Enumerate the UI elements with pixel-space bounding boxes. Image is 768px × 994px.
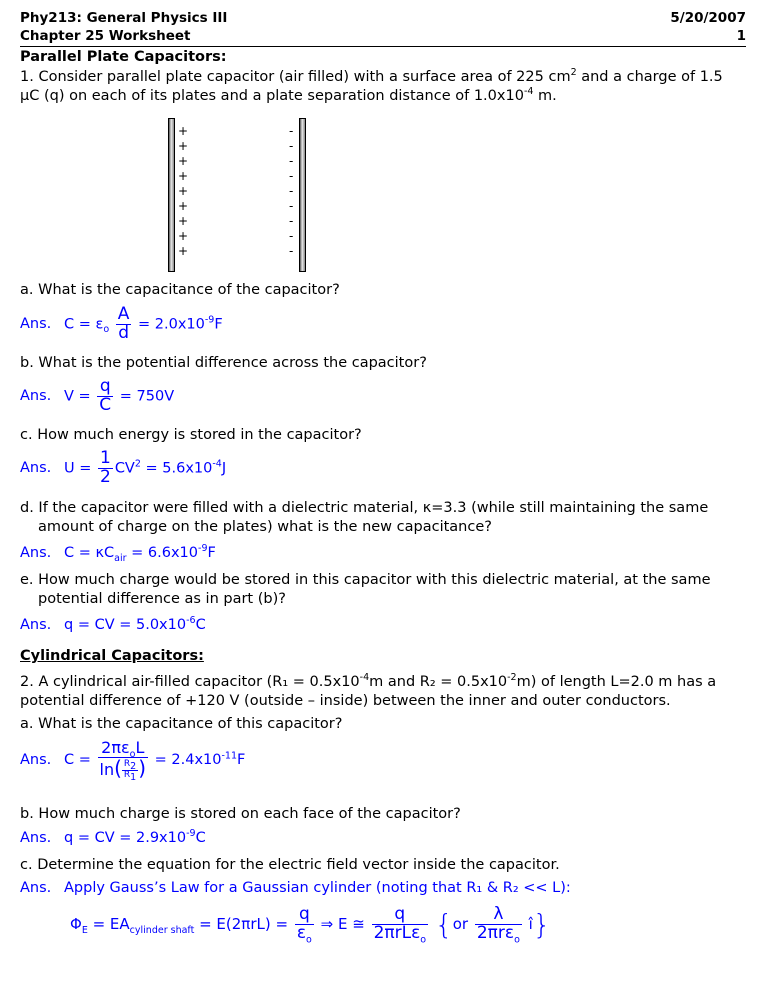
course-title: Phy213: General Physics III [20, 10, 228, 26]
question-1-line2: μC (q) on each of its plates and a plate separation distance of $1.0x10^{-4}$ m. [20, 86, 557, 104]
question-1c: c. How much energy is stored in the capacitor? [20, 427, 362, 443]
answer-2c-intro: Ans. Apply Gauss’s Law for a Gaussian cylinder (noting that R₁ & R₂ << L): [20, 880, 571, 896]
answer-2c-equation: $\Phi_E = EA_{cylinder shaft} = E(2\pi rL)$ = $\frac{q}{\varepsilon_o}$ ⇒ E ≅ $\frac{q}{2\pi rL\varepsilon_o}$ {or $\frac{\lambda}{2\pi r\varepsilon_o}$ î} [70, 904, 551, 946]
answer-1e: Ans. q = CV = $5.0x10^{-6}C$ [20, 615, 206, 633]
answer-1c: Ans. U = $\frac{1}{2}$ $CV^2 = 5.6x10^{-4}J$ [20, 448, 227, 487]
question-2-line2: potential difference of +120 V (outside – inside) between the inner and outer conductors. [20, 693, 671, 709]
question-2c: c. Determine the equation for the electric field vector inside the capacitor. [20, 857, 560, 873]
question-2-line1: 2. A cylindrical air-filled capacitor ($R_1 = 0.5x10^{-4}m$ and $R_2 = 0.5x10^{-2}m$) of length L=2.0 m has a [20, 672, 717, 690]
question-1-line1: 1. Consider parallel plate capacitor (air filled) with a surface area of 225 $cm^2$ and a charge of 1.5 [20, 67, 723, 85]
header-rule [20, 46, 746, 47]
positive-plate [168, 118, 175, 272]
answer-2b: Ans. q = CV = $2.9x10^{-9}C$ [20, 828, 206, 846]
answer-1b: Ans. V = $\frac{q}{C}$ = 750V [20, 376, 175, 415]
question-2a: a. What is the capacitance of this capacitor? [20, 716, 343, 732]
question-1d-line2: amount of charge on the plates) what is the new capacitance? [38, 519, 492, 535]
minus-signs: - - - - - - - - - [289, 124, 294, 258]
header-date: 5/20/2007 [670, 10, 746, 26]
question-1e-line2: potential difference as in part (b)? [38, 591, 286, 607]
page-number: 1 [736, 28, 746, 44]
question-1a: a. What is the capacitance of the capacitor? [20, 282, 340, 298]
section-title-cylindrical: Cylindrical Capacitors: [20, 648, 204, 664]
negative-plate [299, 118, 306, 272]
question-1d-line1: d. If the capacitor were filled with a dielectric material, κ=3.3 (while still maintaining the same [20, 500, 709, 516]
question-2b: b. How much charge is stored on each face of the capacitor? [20, 806, 461, 822]
answer-1a: Ans. $C = \varepsilon_o$ $\frac{A}{d}$ = $2.0x10^{-9}F$ [20, 304, 223, 343]
answer-1d: Ans. $C = \kappa C_{air} = 6.6x10^{-9}F$ [20, 543, 216, 564]
question-1e-line1: e. How much charge would be stored in this capacitor with this dielectric material, at the same [20, 572, 711, 588]
answer-2a: Ans. C = $2\pi\varepsilon_oL$ ln( $\frac{R_2}{R_1}$ ) = $2.4x10^{-11}F$ [20, 738, 246, 783]
worksheet-title: Chapter 25 Worksheet [20, 28, 191, 44]
plus-signs: + + + + + + + + + [178, 124, 189, 258]
section-title-parallel: Parallel Plate Capacitors: [20, 49, 227, 65]
question-1b: b. What is the potential difference across the capacitor? [20, 355, 427, 371]
